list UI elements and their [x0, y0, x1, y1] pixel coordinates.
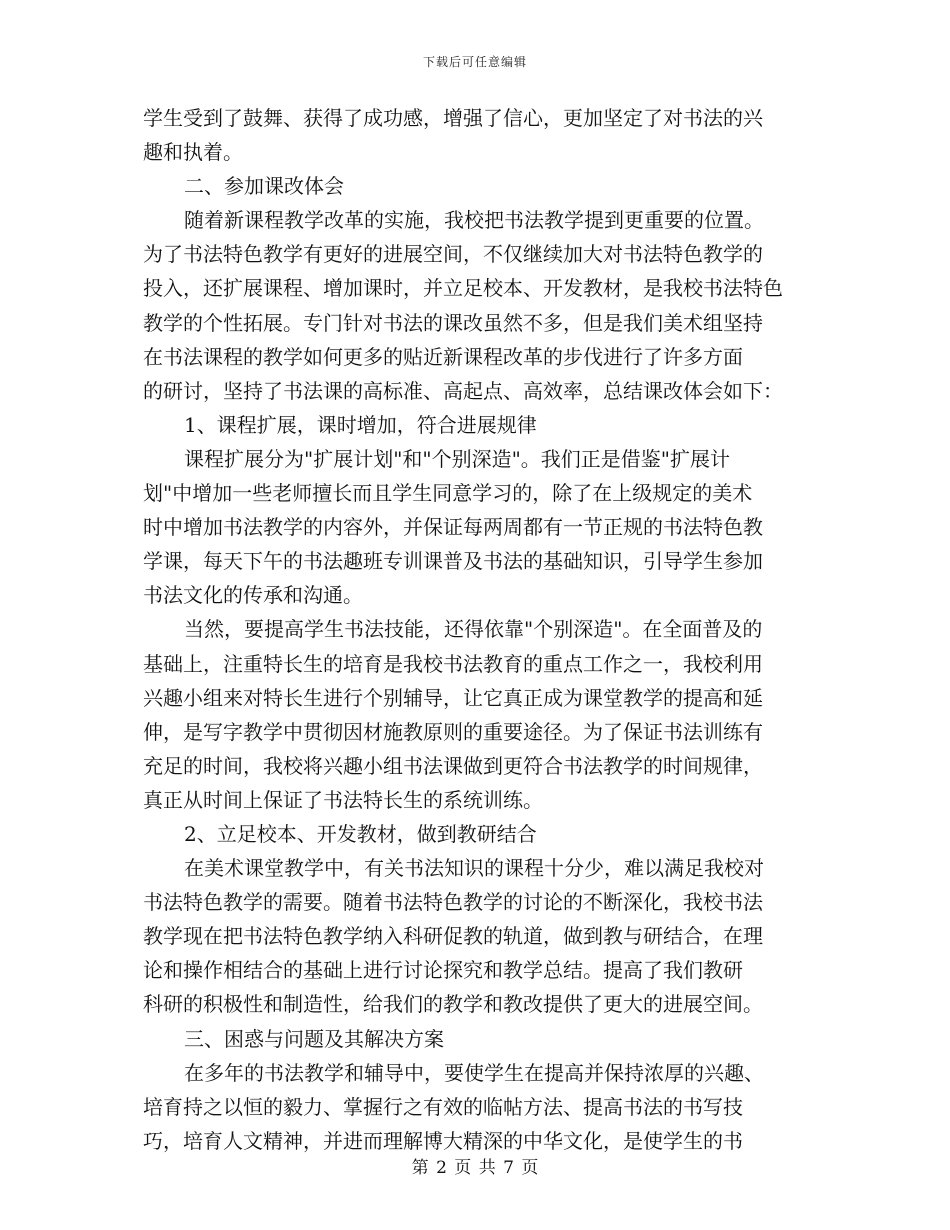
text-line: 培育持之以恒的毅力、掌握行之有效的临帖方法、提高书法的书写技: [143, 1094, 743, 1119]
text-line: 基础上，注重特长生的培育是我校书法教育的重点工作之一，我校利用: [143, 651, 763, 676]
text-line: 教学的个性拓展。专门针对书法的课改虽然不多，但是我们美术组坚持: [143, 310, 763, 335]
text-line: 学课，每天下午的书法趣班专训课普及书法的基础知识，引导学生参加: [143, 549, 763, 574]
text-line: 的研讨，坚持了书法课的高标准、高起点、高效率，总结课改体会如下：: [143, 378, 783, 403]
text-line: 巧，培育人文精神，并进而理解博大精深的中华文化，是使学生的书: [143, 1128, 743, 1153]
text-line: 趣和执着。: [143, 140, 243, 165]
text-line: 充足的时间，我校将兴趣小组书法课做到更符合书法教学的时间规律，: [143, 753, 763, 778]
text-line: 书法特色教学的需要。随着书法特色教学的讨论的不断深化，我校书法: [143, 890, 763, 915]
text-line: 划"中增加一些老师擅长而且学生同意学习的，除了在上级规定的美术: [143, 481, 753, 506]
page-number: 第 2 页 共 7 页: [411, 1158, 539, 1178]
subsection-heading: 2、立足校本、开发教材，做到教研结合: [184, 821, 537, 846]
paragraph-start: 随着新课程教学改革的实施，我校把书法教学提到更重要的位置。: [184, 208, 764, 233]
text-line: 科研的积极性和制造性，给我们的教学和教改提供了更大的进展空间。: [143, 992, 763, 1017]
text-line: 教学现在把书法特色教学纳入科研促教的轨道，做到教与研结合，在理: [143, 924, 763, 949]
text-line: 在书法课程的教学如何更多的贴近新课程改革的步伐进行了许多方面: [143, 344, 743, 369]
text-line: 真正从时间上保证了书法特长生的系统训练。: [143, 787, 543, 812]
section-heading: 二、参加课改体会: [184, 174, 344, 199]
text-line: 书法文化的传承和沟通。: [143, 583, 363, 608]
paragraph-start: 在美术课堂教学中，有关书法知识的课程十分少，难以满足我校对: [184, 856, 764, 881]
document-body: [143, 101, 809, 1158]
text-line: 为了书法特色教学有更好的进展空间，不仅继续加大对书法特色教学的: [143, 242, 763, 267]
page-header-note: 下载后可任意编辑: [422, 55, 527, 69]
text-line: 兴趣小组来对特长生进行个别辅导，让它真正成为课堂教学的提高和延: [143, 685, 763, 710]
text-line: 时中增加书法教学的内容外，并保证每两周都有一节正规的书法特色教: [143, 515, 763, 540]
text-line: 论和操作相结合的基础上进行讨论探究和教学总结。提高了我们教研: [143, 958, 743, 983]
section-heading: 三、困惑与问题及其解决方案: [184, 1026, 444, 1051]
paragraph-start: 当然，要提高学生书法技能，还得依靠"个别深造"。在全面普及的: [184, 617, 763, 642]
text-line: 伸，是写字教学中贯彻因材施教原则的重要途径。为了保证书法训练有: [143, 719, 763, 744]
text-line: 学生受到了鼓舞、获得了成功感，增强了信心，更加坚定了对书法的兴: [143, 106, 763, 130]
paragraph-start: 课程扩展分为"扩展计划"和"个别深造"。我们正是借鉴"扩展计: [184, 446, 730, 471]
subsection-heading: 1、课程扩展，课时增加，符合进展规律: [184, 412, 537, 437]
text-line: 投入，还扩展课程、增加课时，并立足校本、开发教材，是我校书法特色: [143, 276, 783, 301]
paragraph-start: 在多年的书法教学和辅导中，要使学生在提高并保持浓厚的兴趣、: [184, 1060, 764, 1085]
